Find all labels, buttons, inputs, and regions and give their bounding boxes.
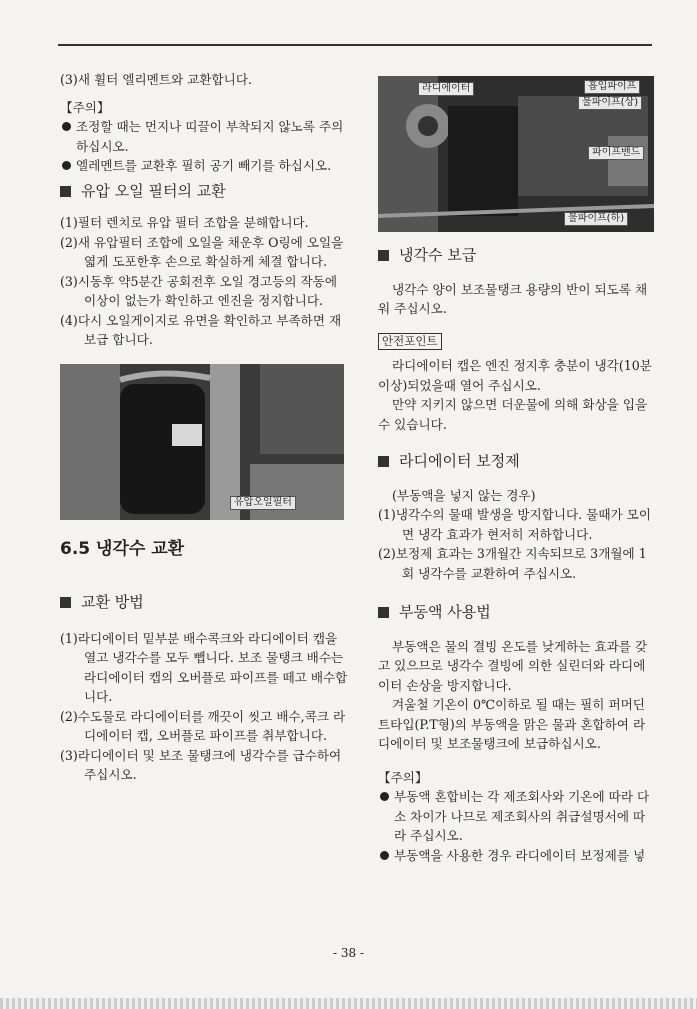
section-hydraulic-filter: 유압 오일 필터의 교환: [60, 182, 350, 202]
caution-label: 【주의】: [60, 99, 110, 115]
section-square-icon: [60, 186, 71, 197]
page-number: - 38 -: [332, 946, 364, 960]
coolant-step-3: (3)라디에이터 및 보조 물탱크에 냉각수를 급수하여 주십시오.: [60, 747, 342, 782]
caution-label-right: 【주의】: [378, 769, 428, 785]
additive-item-1: (1)냉각수의 물때 발생을 방지합니다. 물때가 모이면 냉각 효과가 현저히 저하합니다.: [378, 507, 652, 542]
section-replace-method: 교환 방법: [60, 593, 350, 613]
caution-note-1: 조정할 때는 먼지나 띠끌이 부착되지 않노록 주의하십시오.: [60, 117, 350, 156]
section-radiator-additive: 라디에이터 보정제: [378, 452, 654, 472]
section-square-icon: [60, 597, 71, 608]
antifreeze-note-2: 부동액을 사용한 경우 라디에이터 보정제를 넣: [378, 846, 654, 866]
section-antifreeze: 부동액 사용법: [378, 603, 654, 623]
section-coolant-supply: 냉각수 보급: [378, 246, 654, 266]
hydraulic-filter-photo: [60, 364, 344, 520]
section-square-icon: [378, 250, 389, 261]
chapter-title: 6.5 냉각수 교환: [60, 538, 185, 559]
antifreeze-text-1: 부동액은 물의 결빙 온도를 낮게하는 효과를 갖고 있으므로 냉각수 결빙에 의한 실린더와 라디에이터 손상을 방지합니다.: [378, 638, 648, 693]
coolant-step-1: (1)라디에이터 밑부분 배수콕크와 라디에이터 캡을 열고 냉각수를 모두 뺍니다. 보조 물탱크 배수는 라디에이터 캡의 오버플로 파이프를 떼고 배수합니다.: [60, 630, 348, 704]
caution-note-2: 엘레멘트를 교환후 필히 공기 빼기를 하십시오.: [60, 156, 350, 176]
antifreeze-text-2: 겨울철 기온이 0℃이하로 될 때는 필히 퍼머딘트타입(P.T형)의 부동액을 맑은 물과 혼합하여 라디에이터 및 보조물탱크에 보급하십시오.: [378, 697, 646, 751]
filter-step-3: (3)새 휠터 엘리멘트와 교환합니다.: [60, 72, 253, 87]
hydraulic-step-4: (4)다시 오일게이지로 유면을 확인하고 부족하면 재보급 합니다.: [60, 312, 342, 347]
coolant-supply-text: 냉각수 양이 보조물탱크 용량의 반이 되도록 채워 주십시오.: [378, 281, 648, 316]
coolant-step-2: (2)수도물로 라디에이터를 깨끗이 씻고 배수,콕크 라디에이터 캡, 오버플로 파이프를 취부합니다.: [60, 708, 346, 743]
photo-label-filter: 유압오일필터: [230, 496, 296, 510]
additive-item-2: (2)보정제 효과는 3개월간 지속되므로 3개월에 1회 냉각수를 교환하여 주십시오.: [378, 546, 647, 581]
scan-edge: [0, 998, 697, 1009]
radiator-photo: [378, 76, 654, 232]
safety-text-1: 라디에이터 캡은 엔진 정지후 충분이 냉각(10분 이상)되었을때 열어 주십시오.: [378, 358, 652, 393]
left-column: [60, 70, 350, 785]
right-column: [378, 76, 654, 865]
section-square-icon: [378, 456, 389, 467]
antifreeze-note-1: 부동액 혼합비는 각 제조회사와 기온에 따라 다소 차이가 나므로 제조회사의 취급설명서에 따라 주십시오.: [378, 787, 654, 846]
hydraulic-step-2: (2)새 유압필터 조합에 오일을 채운후 O링에 오일을 엷게 도포한후 손으로 확실하게 체결 합니다.: [60, 234, 344, 269]
photo-label-intake-pipe: 흡입파이프: [584, 80, 640, 94]
photo-label-pipe-band: 파이프밴드: [588, 146, 644, 160]
photo-label-lower-water-pipe: 물파이프(하): [564, 212, 628, 226]
photo-label-upper-water-pipe: 물파이프(상): [578, 96, 642, 110]
hydraulic-step-1: (1)필터 렌치로 유압 필터 조합을 분해합니다.: [60, 215, 309, 230]
top-rule: [58, 44, 652, 46]
section-square-icon: [378, 607, 389, 618]
safety-point-label: 안전포인트: [378, 333, 442, 350]
hydraulic-step-3: (3)시동후 약5분간 공회전후 오일 경고등의 작동에 이상이 없는가 확인하고 엔진을 정지합니다.: [60, 273, 338, 308]
safety-text-2: 만약 지키지 않으면 더운물에 의해 화상을 입을 수 있습니다.: [378, 397, 648, 432]
filter-image: [60, 364, 344, 520]
photo-label-radiator: 라디에이터: [418, 82, 474, 96]
additive-condition: (부동액을 넣지 않는 경우): [392, 487, 536, 503]
